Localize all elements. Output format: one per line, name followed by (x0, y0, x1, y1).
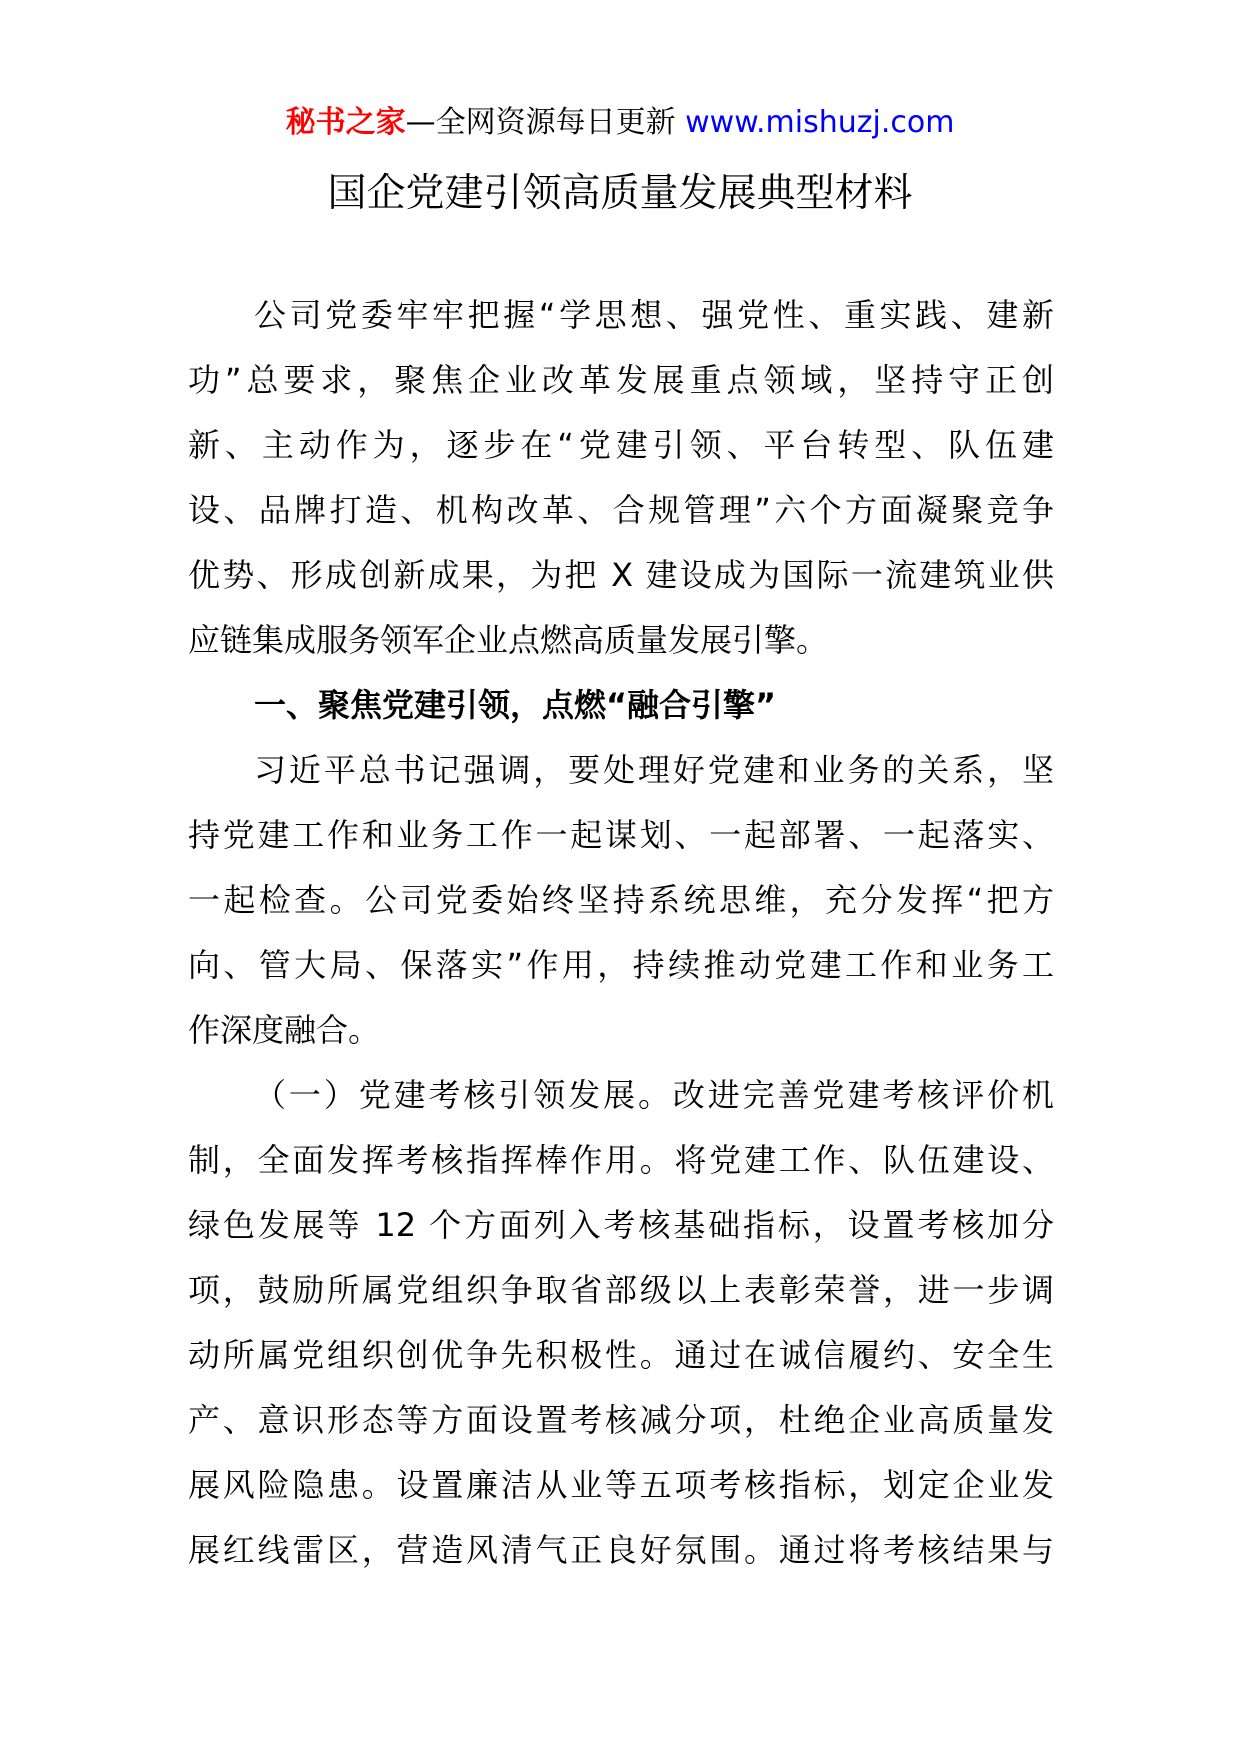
paragraph-line: 一起检查。公司党委始终坚持系统思维，充分发挥“把方 (188, 881, 1054, 919)
paragraph-line: 绿色发展等 12 个方面列入考核基础指标，设置考核加分 (188, 1206, 1054, 1244)
paragraph-line: 作深度融合。 (188, 1011, 381, 1049)
brand-name: 秘书之家 (285, 105, 406, 140)
paragraph-line: 应链集成服务领军企业点燃高质量发展引擎。 (188, 621, 829, 659)
paragraph-line: 设、品牌打造、机构改革、合规管理”六个方面凝聚竞争 (188, 491, 1054, 529)
paragraph-line: 制，全面发挥考核指挥棒作用。将党建工作、队伍建设、 (188, 1141, 1054, 1179)
paragraph-line: 新、主动作为，逐步在“党建引领、平台转型、队伍建 (188, 426, 1054, 464)
paragraph-line: 功”总要求，聚焦企业改革发展重点领域，坚持守正创 (188, 361, 1054, 399)
document-title: 国企党建引领高质量发展典型材料 (327, 171, 913, 216)
paragraph-line: 产、意识形态等方面设置考核减分项，杜绝企业高质量发 (188, 1401, 1054, 1439)
site-header (0, 103, 1240, 143)
document-body (188, 295, 1054, 1595)
header-tagline: —全网资源每日更新 (405, 105, 686, 140)
paragraph-line: （一）党建考核引领发展。改进完善党建考核评价机 (254, 1076, 1054, 1114)
paragraph-line: 优势、形成创新成果，为把 X 建设成为国际一流建筑业供 (188, 556, 1054, 594)
paragraph-line: 展红线雷区，营造风清气正良好氛围。通过将考核结果与 (188, 1531, 1054, 1569)
site-url-link[interactable]: www.mishuzj.com (685, 105, 955, 140)
paragraph-line: 展风险隐患。设置廉洁从业等五项考核指标，划定企业发 (188, 1466, 1054, 1504)
paragraph-line: 公司党委牢牢把握“学思想、强党性、重实践、建新 (254, 296, 1054, 334)
paragraph-line: 动所属党组织创优争先积极性。通过在诚信履约、安全生 (188, 1336, 1054, 1374)
paragraph-line: 持党建工作和业务工作一起谋划、一起部署、一起落实、 (188, 816, 1054, 854)
paragraph-line: 向、管大局、保落实”作用，持续推动党建工作和业务工 (188, 946, 1054, 984)
section-heading: 一、聚焦党建引领，点燃“融合引擎” (254, 686, 777, 724)
paragraph-line: 项，鼓励所属党组织争取省部级以上表彰荣誉，进一步调 (188, 1271, 1054, 1309)
paragraph-line: 习近平总书记强调，要处理好党建和业务的关系，坚 (254, 751, 1054, 789)
